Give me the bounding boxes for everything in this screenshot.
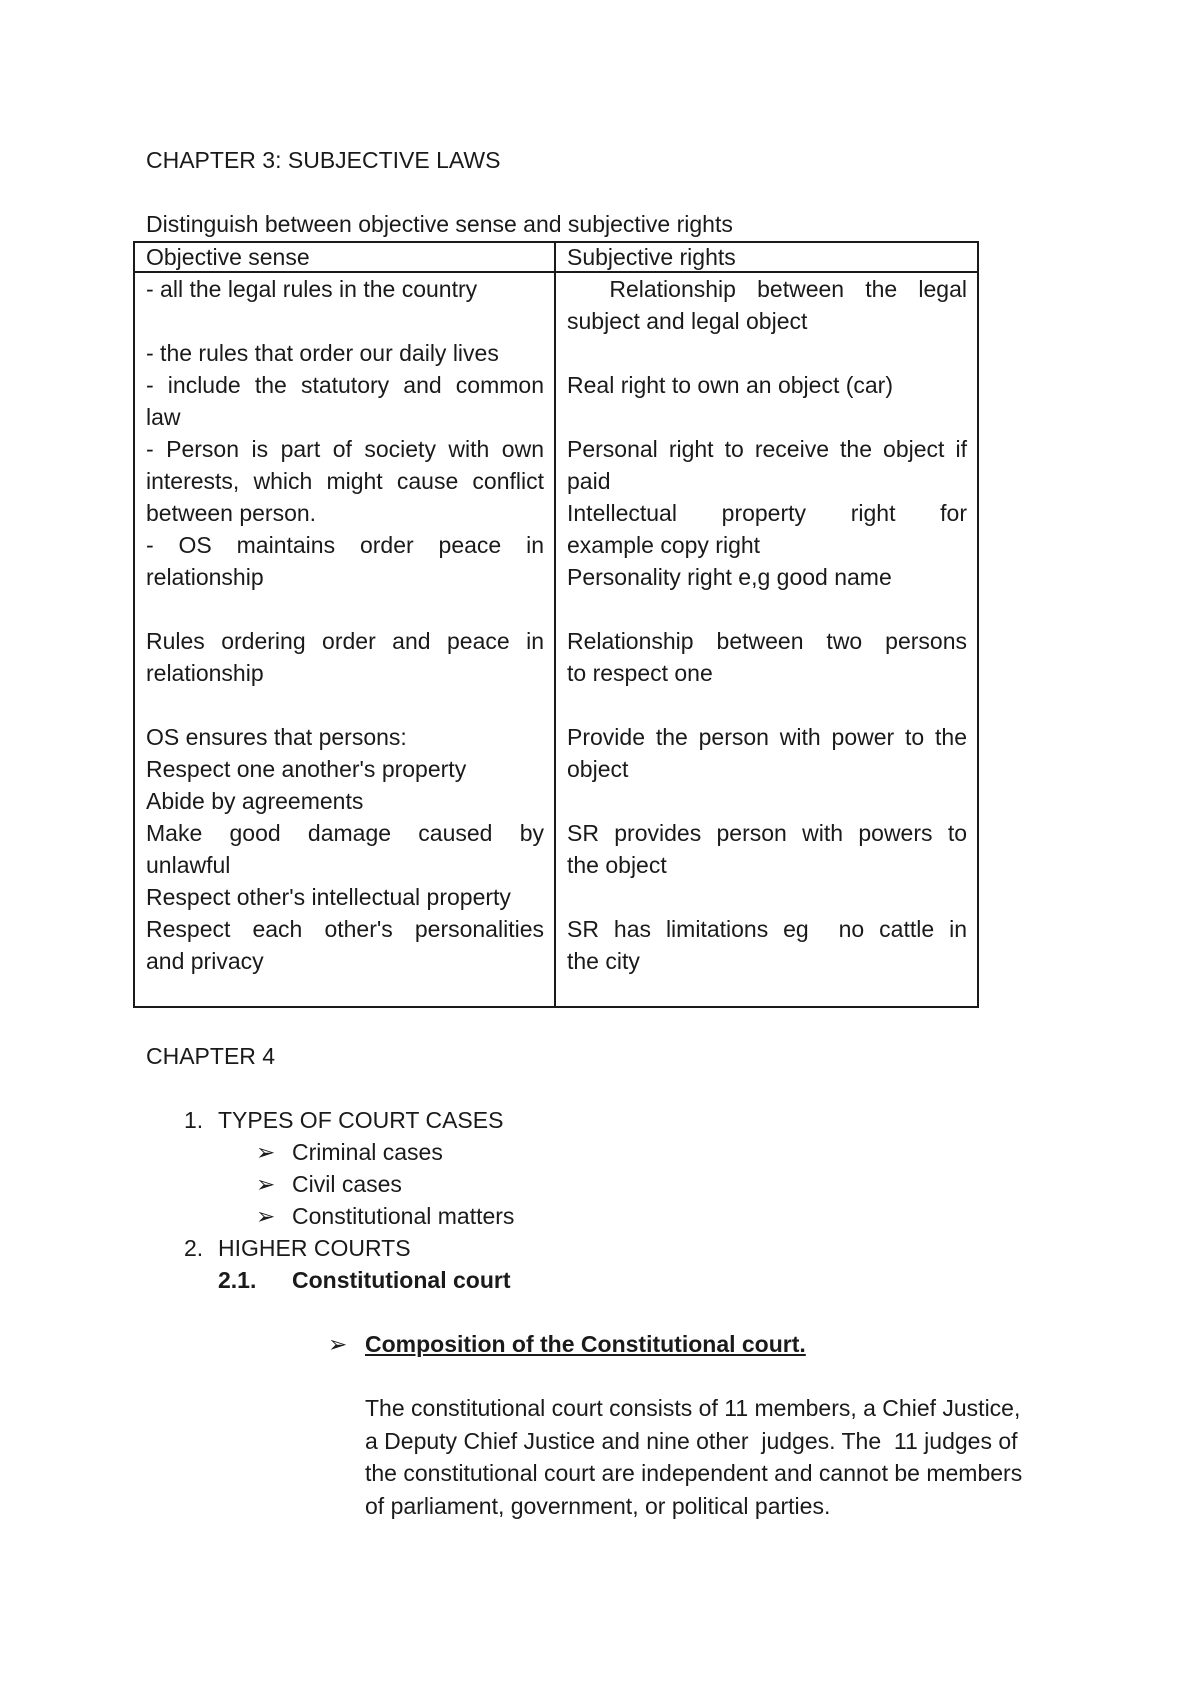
composition-heading: Composition of the Constitutional court. [365, 1331, 806, 1357]
item-2-label: HIGHER COURTS [218, 1235, 411, 1261]
right-line: subject and legal object [567, 308, 808, 334]
table-header-row [134, 242, 978, 272]
blank-line [146, 689, 544, 721]
composition-paragraph [365, 1392, 1065, 1522]
header-objective-sense: Objective sense [134, 242, 555, 272]
chapter-3-title: CHAPTER 3: SUBJECTIVE LAWS [146, 147, 501, 173]
right-line: SR has limitations eg no cattle in [567, 916, 967, 942]
blank-line [146, 305, 544, 337]
right-line: object [567, 756, 629, 782]
left-line: - Person is part of society with own [146, 436, 544, 462]
sub-2-1-label: Constitutional court [292, 1267, 511, 1293]
paragraph-line: The constitutional court consists of 11 members, a Chief Justice, [365, 1395, 1021, 1421]
left-line: Abide by agreements [146, 788, 364, 814]
paragraph-line: of parliament, government, or political parties. [365, 1492, 831, 1519]
paragraph-line: a Deputy Chief Justice and nine other judges. The 11 judges of [365, 1427, 1018, 1454]
right-line: Personal right to receive the object if [567, 436, 967, 462]
item-1-label: TYPES OF COURT CASES [218, 1107, 504, 1133]
left-line: Respect each other's personalities [146, 916, 544, 942]
right-line: Relationship between the legal [567, 276, 967, 302]
left-line: law [146, 404, 181, 430]
sub-item-criminal: Criminal cases [292, 1139, 443, 1165]
arrow-bullet-icon: ➢ [328, 1331, 348, 1357]
left-line: relationship [146, 660, 264, 686]
subjective-rights-cell [555, 272, 978, 1007]
blank-line [567, 689, 967, 721]
left-line: Make good damage caused by [146, 820, 544, 846]
left-line: relationship [146, 564, 264, 590]
right-line: the object [567, 852, 667, 878]
right-line: to respect one [567, 660, 713, 686]
blank-line [567, 881, 967, 913]
arrow-bullet-icon: ➢ [256, 1203, 276, 1229]
left-line: - all the legal rules in the country [146, 276, 478, 302]
comparison-table [133, 241, 979, 1008]
left-line: Respect one another's property [146, 756, 467, 782]
right-line: SR provides person with powers to [567, 820, 967, 846]
right-line: paid [567, 468, 611, 494]
left-line: - include the statutory and common [146, 372, 544, 398]
right-line: Real right to own an object (car) [567, 372, 893, 398]
objective-sense-text [146, 273, 544, 977]
sub-2-1-number: 2.1. [218, 1267, 257, 1293]
sub-item-constitutional: Constitutional matters [292, 1203, 515, 1229]
right-line: Intellectual property right for [567, 500, 967, 526]
sub-item-civil: Civil cases [292, 1171, 402, 1197]
right-line: Provide the person with power to the [567, 724, 967, 750]
left-line: OS ensures that persons: [146, 724, 407, 750]
subjective-rights-text [567, 273, 967, 977]
left-line: interests, which might cause conflict [146, 468, 544, 494]
blank-line [567, 401, 967, 433]
blank-line [567, 785, 967, 817]
blank-line [567, 337, 967, 369]
table-body-row [134, 272, 978, 1007]
item-1-number: 1. [184, 1107, 204, 1133]
left-line: - the rules that order our daily lives [146, 340, 499, 366]
header-subjective-rights: Subjective rights [555, 242, 978, 272]
left-line: Rules ordering order and peace in [146, 628, 544, 654]
paragraph-line: the constitutional court are independent and cannot be members [365, 1460, 1023, 1486]
objective-sense-cell [134, 272, 555, 1007]
left-line: unlawful [146, 852, 231, 878]
right-line: example copy right [567, 532, 761, 558]
table-caption: Distinguish between objective sense and subjective rights [146, 211, 733, 237]
left-line: between person. [146, 500, 317, 526]
chapter-4-title: CHAPTER 4 [146, 1043, 276, 1069]
right-line: the city [567, 948, 640, 974]
left-line: and privacy [146, 948, 264, 974]
arrow-bullet-icon: ➢ [256, 1171, 276, 1197]
arrow-bullet-icon: ➢ [256, 1139, 276, 1165]
blank-line [567, 593, 967, 625]
right-line: Relationship between two persons [567, 628, 967, 654]
blank-line [146, 593, 544, 625]
left-line: - OS maintains order peace in [146, 532, 544, 558]
right-line: Personality right e,g good name [567, 564, 892, 590]
left-line: Respect other's intellectual property [146, 884, 511, 910]
item-2-number: 2. [184, 1235, 204, 1261]
